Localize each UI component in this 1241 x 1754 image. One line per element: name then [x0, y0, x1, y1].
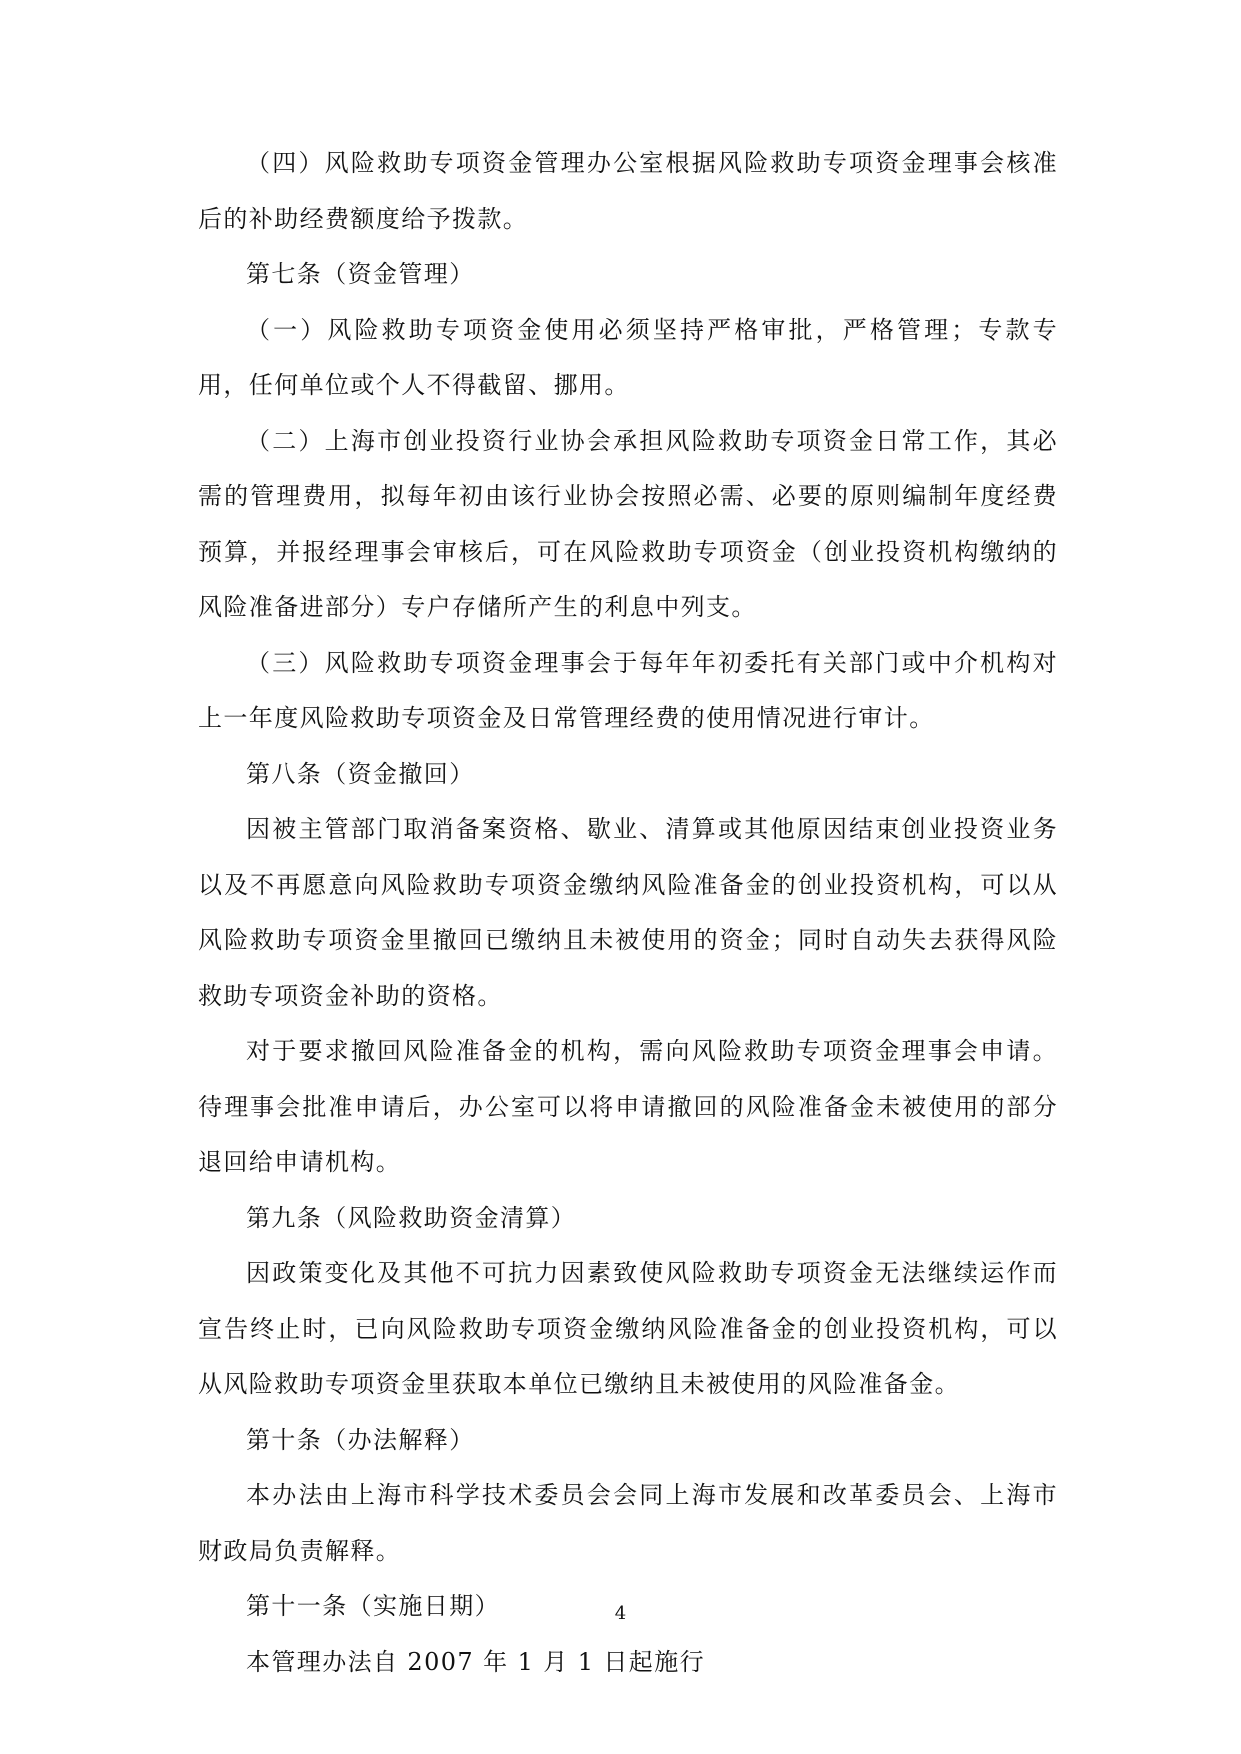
- article-9-paragraph: 因政策变化及其他不可抗力因素致使风险救助专项资金无法继续运作而宣告终止时，已向风险救助专项资金缴纳风险准备金的创业投资机构，可以从风险救助专项资金里获取本单位已缴纳且未被使用的风险准备金。: [198, 1259, 1058, 1398]
- article-7-heading: 第七条（资金管理）: [246, 260, 475, 288]
- article-10-paragraph: 本办法由上海市科学技术委员会会同上海市发展和改革委员会、上海市财政局负责解释。: [198, 1481, 1058, 1565]
- article-8-heading: 第八条（资金撤回）: [246, 759, 475, 788]
- article-7-item-1: （一）风险救助专项资金使用必须坚持严格审批，严格管理；专款专用，任何单位或个人不得截留、挪用。: [198, 315, 1058, 399]
- article-7-item-2: （二）上海市创业投资行业协会承担风险救助专项资金日常工作，其必需的管理费用，拟每年初由该行业协会按照必需、必要的原则编制年度经费预算，并报经理事会审核后，可在风险救助专项资金（创业投资机构缴纳的风险准备进部分）专户存储所产生的利息中列支。: [198, 426, 1058, 621]
- paragraph-4-allocation: （四）风险救助专项资金管理办公室根据风险救助专项资金理事会核准后的补助经费额度给予拨款。: [198, 149, 1058, 233]
- article-8-paragraph-2: 对于要求撤回风险准备金的机构，需向风险救助专项资金理事会申请。待理事会批准申请后，办公室可以将申请撤回的风险准备金未被使用的部分退回给申请机构。: [198, 1037, 1058, 1176]
- article-7-item-3: （三）风险救助专项资金理事会于每年年初委托有关部门或中介机构对上一年度风险救助专项资金及日常管理经费的使用情况进行审计。: [198, 648, 1058, 732]
- article-11-paragraph: 本管理办法自 2007 年 1 月 1 日起施行: [246, 1647, 705, 1676]
- article-11-heading: 第十一条（实施日期）: [246, 1592, 500, 1620]
- article-9-heading: 第九条（风险救助资金清算）: [246, 1203, 577, 1232]
- page-number: 4: [614, 1603, 627, 1624]
- document-body: [198, 136, 1058, 1690]
- article-10-heading: 第十条（办法解释）: [246, 1425, 475, 1454]
- article-8-paragraph-1: 因被主管部门取消备案资格、歇业、清算或其他原因结束创业投资业务以及不再愿意向风险救助专项资金缴纳风险准备金的创业投资机构，可以从风险救助专项资金里撤回已缴纳且未被使用的资金；同时自动失去获得风险救助专项资金补助的资格。: [198, 815, 1058, 1010]
